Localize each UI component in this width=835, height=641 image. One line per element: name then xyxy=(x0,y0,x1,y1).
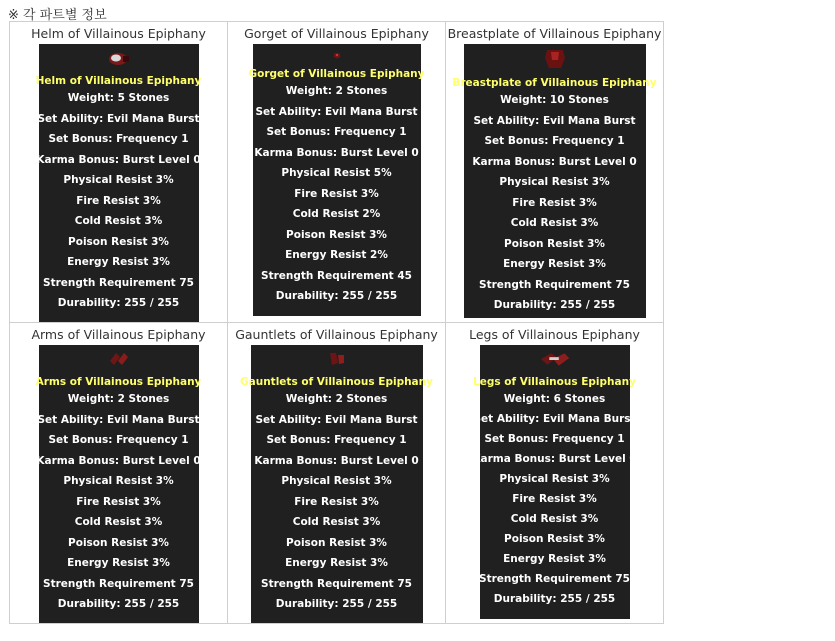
item-tooltip xyxy=(472,345,637,619)
stat-strength-requirement: Strength Requirement 75 xyxy=(479,278,630,291)
stat-karma-bonus: Karma Bonus: Burst Level 0 xyxy=(472,155,637,168)
stat-fire-resist: Fire Resist 3% xyxy=(76,194,161,207)
stat-set-ability: Set Ability: Evil Mana Burst xyxy=(473,413,636,425)
stat-physical-resist: Physical Resist 3% xyxy=(63,475,174,487)
helm-icon xyxy=(106,48,132,68)
stat-fire-resist: Fire Resist 3% xyxy=(76,495,161,508)
stat-weight: Weight: 6 Stones xyxy=(503,393,606,405)
stat-energy-resist: Energy Resist 3% xyxy=(67,256,170,268)
parts-row xyxy=(10,22,664,323)
stat-strength-requirement: Strength Requirement 75 xyxy=(43,276,194,289)
stat-strength-requirement: Strength Requirement 45 xyxy=(261,269,412,282)
breastplate-icon xyxy=(542,46,568,72)
item-name: Gorget of Villainous Epiphany xyxy=(248,68,425,80)
legs-icon xyxy=(538,349,572,371)
stat-set-bonus: Set Bonus: Frequency 1 xyxy=(484,433,625,445)
stat-fire-resist: Fire Resist 3% xyxy=(294,187,379,200)
cell-title: Breastplate of Villainous Epiphany xyxy=(447,26,662,41)
stat-set-bonus: Set Bonus: Frequency 1 xyxy=(48,133,189,145)
stat-set-ability: Set Ability: Evil Mana Burst xyxy=(37,112,200,125)
stat-set-ability: Set Ability: Evil Mana Burst xyxy=(37,413,200,426)
stat-fire-resist: Fire Resist 3% xyxy=(294,495,379,508)
stat-karma-bonus: Karma Bonus: Burst Level 0 xyxy=(472,453,637,465)
item-tooltip xyxy=(35,345,202,623)
cell-title: Gorget of Villainous Epiphany xyxy=(244,26,429,41)
arms-icon xyxy=(106,349,132,369)
part-cell-breastplate xyxy=(446,22,664,323)
stat-weight: Weight: 10 Stones xyxy=(500,94,609,106)
stat-weight: Weight: 2 Stones xyxy=(67,393,170,405)
cell-title: Gauntlets of Villainous Epiphany xyxy=(235,327,438,342)
stat-karma-bonus: Karma Bonus: Burst Level 0 xyxy=(254,146,419,159)
part-cell-legs xyxy=(446,323,664,624)
stat-energy-resist: Energy Resist 3% xyxy=(67,557,170,569)
stat-poison-resist: Poison Resist 3% xyxy=(504,533,605,545)
stat-set-ability: Set Ability: Evil Mana Burst xyxy=(255,105,418,118)
stat-karma-bonus: Karma Bonus: Burst Level 0 xyxy=(36,454,201,467)
item-tooltip xyxy=(452,44,657,318)
stat-poison-resist: Poison Resist 3% xyxy=(286,228,387,241)
stat-cold-resist: Cold Resist 3% xyxy=(510,513,599,525)
stat-set-bonus: Set Bonus: Frequency 1 xyxy=(266,434,407,446)
stat-durability: Durability: 255 / 255 xyxy=(57,598,180,610)
stat-physical-resist: Physical Resist 3% xyxy=(499,473,610,485)
stat-weight: Weight: 5 Stones xyxy=(67,92,170,104)
gorget-icon xyxy=(324,52,350,64)
part-cell-gauntlets xyxy=(228,323,446,624)
stat-physical-resist: Physical Resist 3% xyxy=(499,176,610,188)
stat-karma-bonus: Karma Bonus: Burst Level 0 xyxy=(254,454,419,467)
stat-fire-resist: Fire Resist 3% xyxy=(512,493,597,505)
stat-durability: Durability: 255 / 255 xyxy=(275,598,398,610)
cell-title: Legs of Villainous Epiphany xyxy=(469,327,640,342)
stat-durability: Durability: 255 / 255 xyxy=(57,297,180,309)
stat-set-bonus: Set Bonus: Frequency 1 xyxy=(484,135,625,147)
stat-cold-resist: Cold Resist 3% xyxy=(292,516,381,528)
item-name: Breastplate of Villainous Epiphany xyxy=(452,77,657,89)
stat-weight: Weight: 2 Stones xyxy=(285,85,388,97)
part-cell-helm xyxy=(10,22,228,323)
stat-physical-resist: Physical Resist 3% xyxy=(281,475,392,487)
stat-durability: Durability: 255 / 255 xyxy=(493,593,616,605)
stat-energy-resist: Energy Resist 3% xyxy=(503,553,606,565)
stat-set-bonus: Set Bonus: Frequency 1 xyxy=(48,434,189,446)
stat-cold-resist: Cold Resist 3% xyxy=(74,516,163,528)
stat-cold-resist: Cold Resist 2% xyxy=(292,208,381,220)
cell-title: Arms of Villainous Epiphany xyxy=(31,327,206,342)
item-tooltip xyxy=(248,44,425,316)
stat-energy-resist: Energy Resist 3% xyxy=(503,258,606,270)
stat-physical-resist: Physical Resist 3% xyxy=(63,174,174,186)
item-name: Gauntlets of Villainous Epiphany xyxy=(240,376,433,388)
stat-karma-bonus: Karma Bonus: Burst Level 0 xyxy=(36,153,201,166)
stat-poison-resist: Poison Resist 3% xyxy=(286,536,387,549)
item-tooltip xyxy=(35,44,202,322)
stat-poison-resist: Poison Resist 3% xyxy=(68,235,169,248)
stat-durability: Durability: 255 / 255 xyxy=(275,290,398,302)
parts-row xyxy=(10,323,664,624)
stat-energy-resist: Energy Resist 2% xyxy=(285,249,388,261)
stat-poison-resist: Poison Resist 3% xyxy=(504,237,605,250)
stat-weight: Weight: 2 Stones xyxy=(285,393,388,405)
item-name: Legs of Villainous Epiphany xyxy=(473,376,636,388)
stat-strength-requirement: Strength Requirement 75 xyxy=(479,573,630,585)
part-cell-gorget xyxy=(228,22,446,323)
stat-poison-resist: Poison Resist 3% xyxy=(68,536,169,549)
stat-strength-requirement: Strength Requirement 75 xyxy=(261,577,412,590)
parts-table xyxy=(9,21,664,624)
gauntlets-icon xyxy=(324,349,350,369)
item-name: Helm of Villainous Epiphany xyxy=(35,75,202,87)
part-cell-arms xyxy=(10,323,228,624)
stat-durability: Durability: 255 / 255 xyxy=(493,299,616,311)
page-heading: ※ 각 파트별 정보 xyxy=(8,8,107,23)
stat-cold-resist: Cold Resist 3% xyxy=(74,215,163,227)
cell-title: Helm of Villainous Epiphany xyxy=(31,26,206,41)
item-name: Arms of Villainous Epiphany xyxy=(35,376,202,388)
stat-energy-resist: Energy Resist 3% xyxy=(285,557,388,569)
stat-cold-resist: Cold Resist 3% xyxy=(510,217,599,229)
stat-strength-requirement: Strength Requirement 75 xyxy=(43,577,194,590)
stat-physical-resist: Physical Resist 5% xyxy=(281,167,392,179)
stat-set-ability: Set Ability: Evil Mana Burst xyxy=(255,413,418,426)
item-tooltip xyxy=(240,345,433,623)
stat-set-bonus: Set Bonus: Frequency 1 xyxy=(266,126,407,138)
stat-set-ability: Set Ability: Evil Mana Burst xyxy=(473,114,636,127)
stat-fire-resist: Fire Resist 3% xyxy=(512,196,597,209)
